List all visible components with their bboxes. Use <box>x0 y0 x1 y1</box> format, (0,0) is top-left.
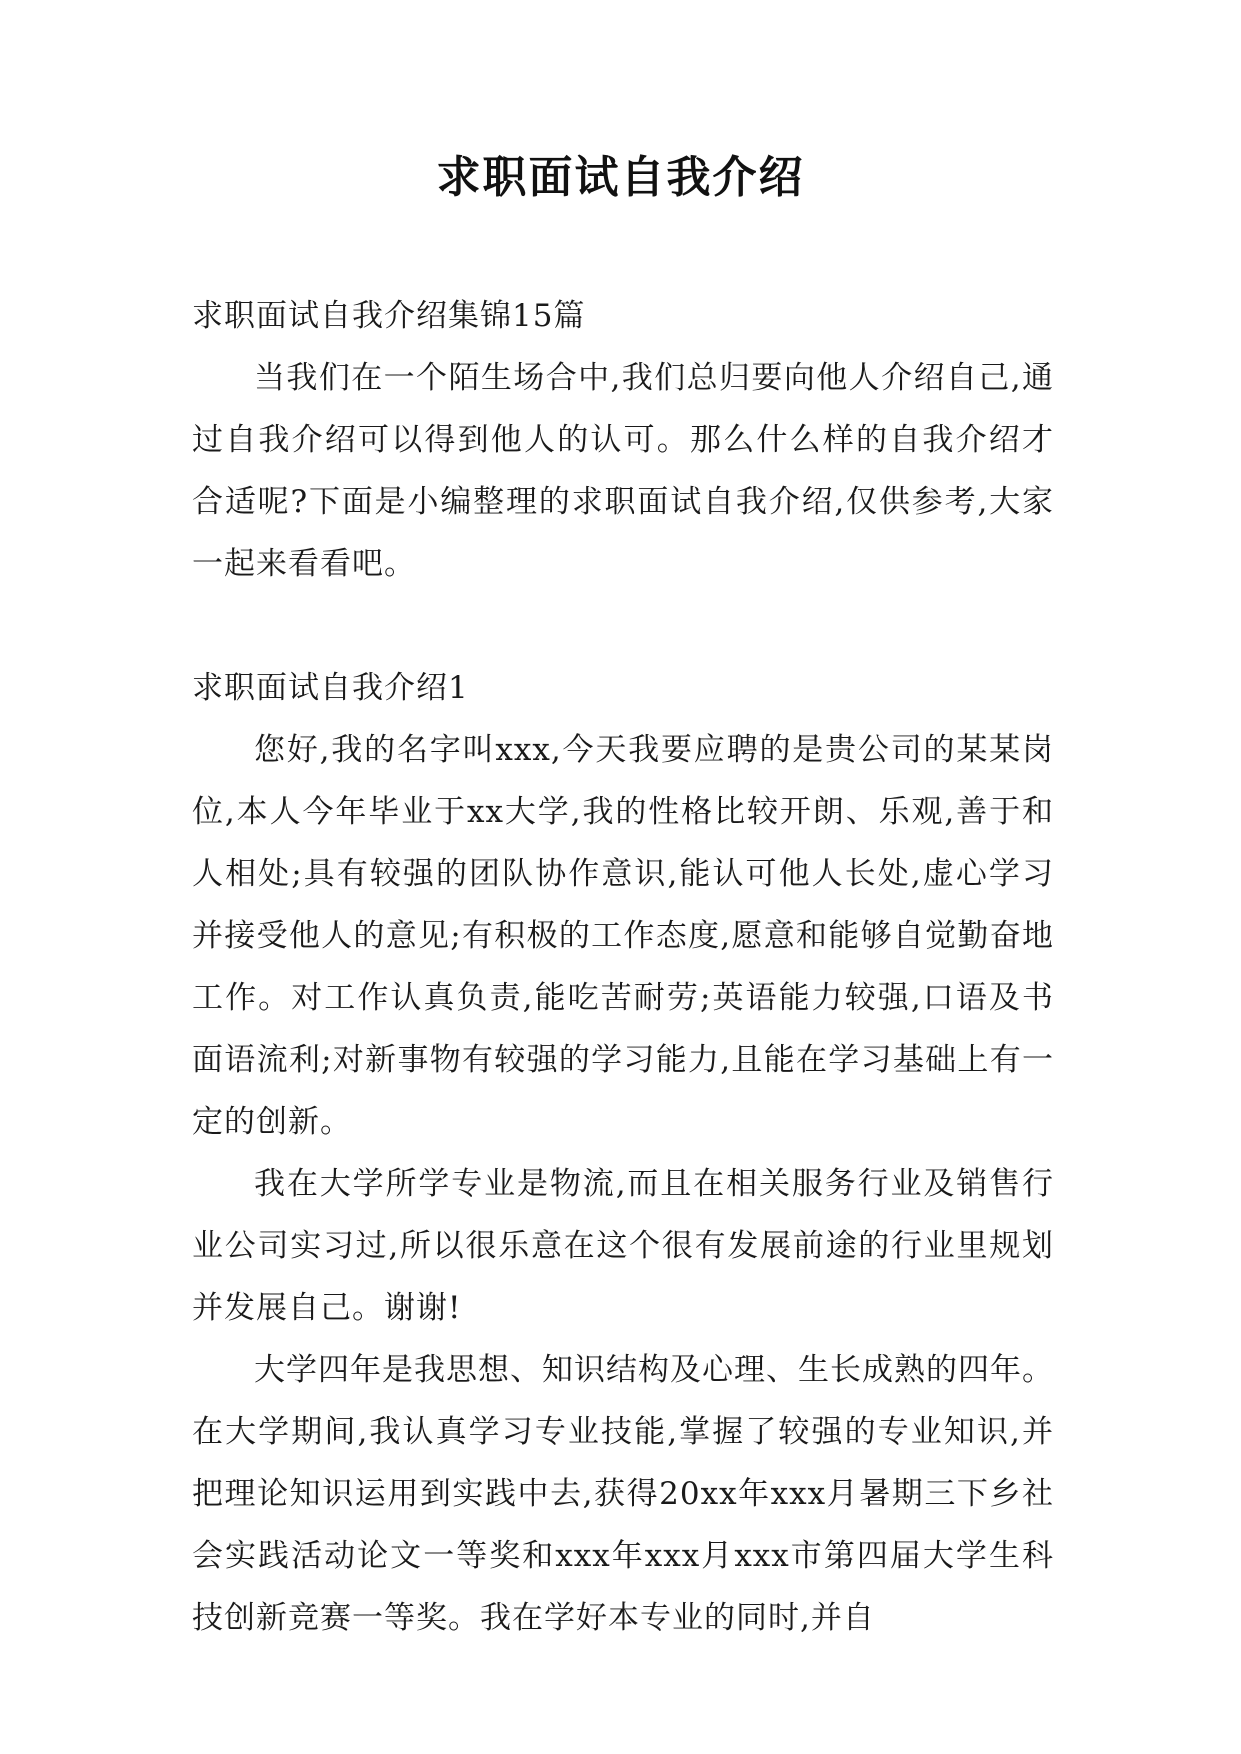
collection-heading: 求职面试自我介绍集锦15篇 <box>192 298 586 334</box>
section-paragraph: 您好,我的名字叫xxx,今天我要应聘的是贵公司的某某岗位,本人今年毕业于xx大学,我的性格比较开朗、乐观,善于和人相处;具有较强的团队协作意识,能认可他人长处,虚心学习并接受他人的意见;有积极的工作态度,愿意和能够自觉勤奋地工作。对工作认真负责,能吃苦耐劳;英语能力较强,口语及书面语流利;对新事物有较强的学习能力,且能在学习基础上有一定的创新。 <box>192 732 1054 1140</box>
section-paragraph: 大学四年是我思想、知识结构及心理、生长成熟的四年。在大学期间,我认真学习专业技能,掌握了较强的专业知识,并把理论知识运用到实践中去,获得20xx年xxx月暑期三下乡社会实践活动论文一等奖和xxx年xxx月xxx市第四届大学生科技创新竞赛一等奖。我在学好本专业的同时,并自 <box>192 1352 1054 1636</box>
section-spacer <box>192 595 1054 657</box>
document-title: 求职面试自我介绍 <box>436 152 805 203</box>
section-paragraph: 我在大学所学专业是物流,而且在相关服务行业及销售行业公司实习过,所以很乐意在这个很有发展前途的行业里规划并发展自己。谢谢! <box>192 1166 1054 1326</box>
document-body <box>192 285 1054 1649</box>
section-heading: 求职面试自我介绍1 <box>192 670 469 706</box>
intro-paragraph: 当我们在一个陌生场合中,我们总归要向他人介绍自己,通过自我介绍可以得到他人的认可。那么什么样的自我介绍才合适呢?下面是小编整理的求职面试自我介绍,仅供参考,大家一起来看看吧。 <box>192 360 1054 582</box>
